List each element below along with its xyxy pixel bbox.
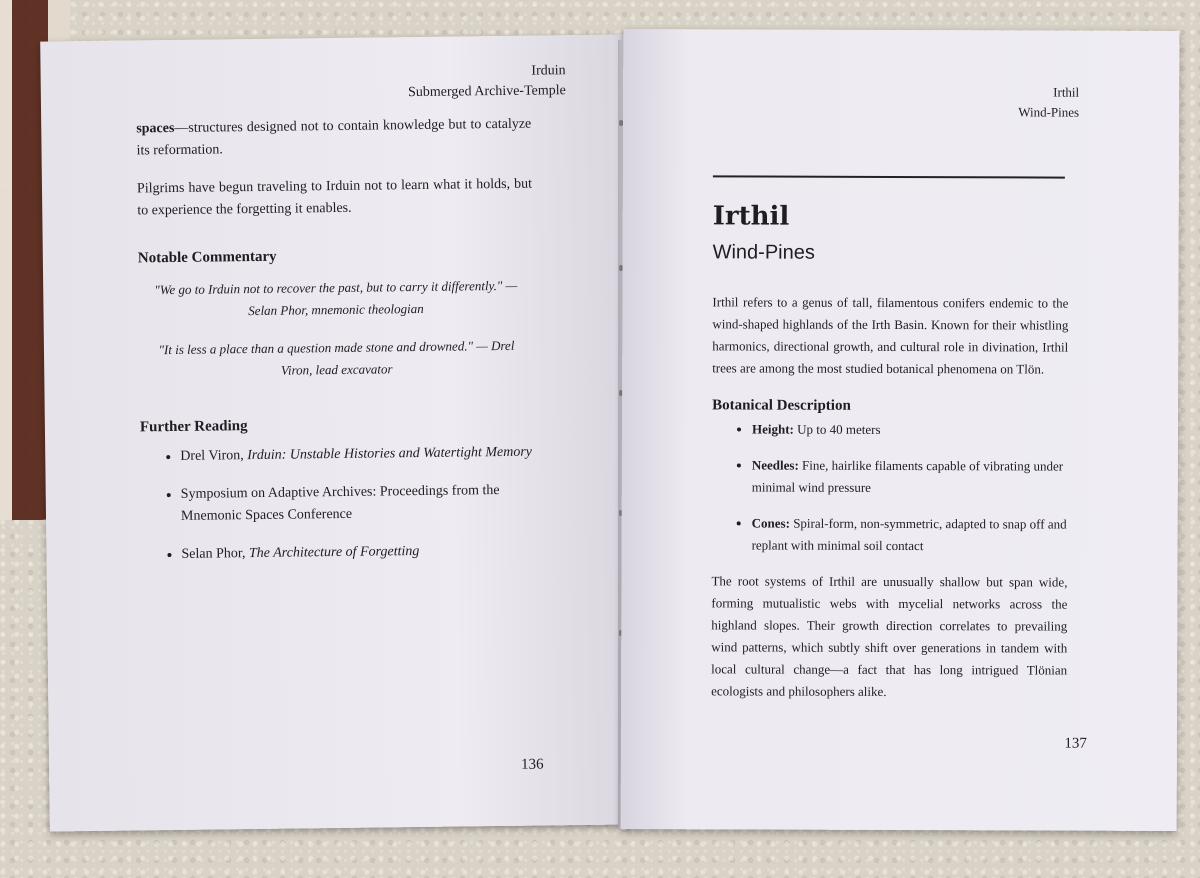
botanical-text: Fine, hairlike filaments capable of vibrating under minimal wind pressure	[751, 457, 1064, 495]
opening-paragraph	[136, 114, 532, 163]
entry-title: Irthil	[712, 201, 790, 232]
botanical-item	[752, 512, 1068, 557]
reading-item	[181, 480, 537, 528]
botanical-label: Cones:	[751, 515, 790, 531]
left-running-head	[408, 61, 566, 103]
left-page-body	[136, 114, 537, 583]
right-running-head	[1018, 82, 1079, 122]
right-running-head-line1: Irthil	[1053, 84, 1080, 100]
quote-1: "We go to Irduin not to recover the past, but to carry it differently." — Selan Phor, mnemonic theologian	[154, 277, 518, 319]
botanical-item	[752, 418, 1068, 441]
reading-author: Selan Phor,	[181, 546, 250, 562]
reading-author: Symposium on Adaptive Archives: Proceedings from the Mnemonic Spaces Conference	[180, 483, 500, 524]
reading-title: The Architecture of Forgetting	[248, 544, 420, 562]
title-rule	[713, 175, 1065, 178]
pilgrims-paragraph: Pilgrims have begun traveling to Irduin not to learn what it holds, but to experience the forgetting it enables.	[136, 176, 533, 219]
left-running-head-line2: Submerged Archive-Temple	[407, 83, 566, 101]
left-running-head-line1: Irduin	[531, 63, 566, 79]
right-page	[621, 29, 1180, 831]
right-page-body	[711, 291, 1068, 703]
reading-item	[181, 540, 536, 566]
commentary-heading: Notable Commentary	[137, 248, 277, 267]
botanical-list	[712, 418, 1068, 557]
left-page-number: 136	[520, 756, 544, 773]
botanical-label: Height:	[751, 421, 794, 437]
closing-paragraph: The root systems of Irthil are unusually shallow but span wide, forming mutualistic webs with mycelial networks across the highland slopes. Their growth direction correlates to prevailing wind patterns, which subtly shift over generations in tandem with local cultural change—a fact that has long intrigued Tlönian ecologists and philosophers alike.	[711, 573, 1068, 699]
quote-2: "It is less a place than a question made stone and drowned." — Drel Viron, lead excavator	[158, 337, 515, 378]
reading-item	[180, 442, 535, 468]
botanical-text: Up to 40 meters	[793, 421, 881, 437]
botanical-label: Needles:	[751, 457, 799, 473]
left-page	[40, 34, 635, 831]
botanical-item	[752, 454, 1068, 499]
right-page-number: 137	[1064, 735, 1087, 752]
further-reading-heading: Further Reading	[139, 418, 248, 436]
botanical-text: Spiral-form, non-symmetric, adapted to snap off and replant with minimal soil contact	[751, 515, 1067, 554]
botanical-heading: Botanical Description	[712, 397, 851, 414]
intro-paragraph: Irthil refers to a genus of tall, filamentous conifers endemic to the wind-shaped highlands of the Irth Basin. Known for their whistling harmonics, directional growth, and cultural role in divination, Irthil trees are among the most studied botanical phenomena on Tlön.	[712, 294, 1069, 377]
right-running-head-line2: Wind-Pines	[1018, 104, 1080, 120]
opening-bold: spaces	[136, 120, 175, 137]
reading-title: Irduin: Unstable Histories and Watertight Memory	[247, 444, 533, 464]
further-reading-list	[140, 442, 536, 567]
reading-author: Drel Viron,	[180, 448, 248, 464]
opening-rest: —structures designed not to contain knowledge but to catalyze its reformation.	[136, 116, 532, 159]
entry-subtitle: Wind-Pines	[712, 241, 815, 264]
